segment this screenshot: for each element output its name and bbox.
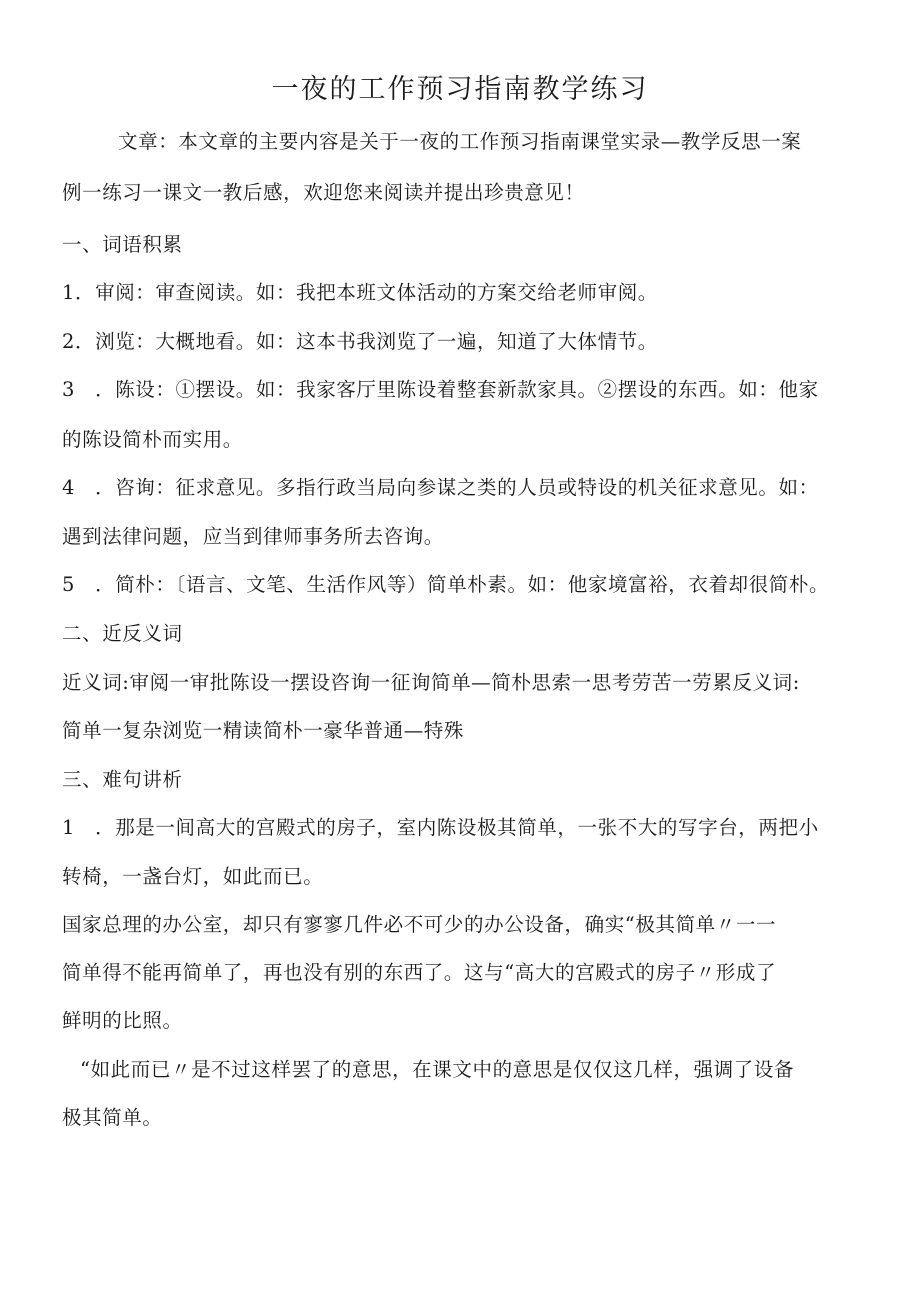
synonyms-line-2: 简单一复杂浏览一精读简朴一豪华普通—特殊 <box>62 719 465 742</box>
vocab-item-1: 1．审阅：审查阅读。如：我把本班文体活动的方案交给老师审阅。 <box>62 281 658 304</box>
explanation-line-3: 鲜明的比照。 <box>62 1009 183 1032</box>
explanation-line-2: 简单得不能再简单了，再也没有别的东西了。这与“高大的宫殿式的房子〃形成了 <box>62 961 777 984</box>
intro-line-2: 例一练习一课文一教后感，欢迎您来阅读并提出珍贵意见！ <box>62 181 585 204</box>
vocab-item-2: 2．浏览：大概地看。如：这本书我浏览了一遍，知道了大体情节。 <box>62 330 658 353</box>
sentence-item-1-cont: 转椅，一盏台灯，如此而已。 <box>62 865 324 888</box>
vocab-item-3-cont: 的陈设简朴而实用。 <box>62 428 243 451</box>
section-heading-vocabulary: 一、词语积累 <box>62 233 183 256</box>
explanation-line-1: 国家总理的办公室，却只有寥寥几件必不可少的办公设备，确实“极其简单〃一一 <box>62 913 777 936</box>
explanation-line-5: 极其简单。 <box>62 1106 163 1129</box>
section-heading-synonyms: 二、近反义词 <box>62 622 183 645</box>
vocab-item-4: 4 ．咨询：征求意见。多指行政当局向参谋之类的人员或特设的机关征求意见。如： <box>62 476 819 499</box>
explanation-line-4: “如此而已〃是不过这样罢了的意思，在课文中的意思是仅仅这几样，强调了设备 <box>80 1058 795 1081</box>
vocab-item-5: 5 ．简朴：〔语言、文笔、生活作风等）简单朴素。如：他家境富裕，衣着却很简朴。 <box>62 573 830 596</box>
page-title: 一夜的工作预习指南教学练习 <box>271 74 649 105</box>
synonyms-line-1: 近义词:审阅一审批陈设一摆设咨询一征询简单—简朴思索一思考劳苦一劳累反义词: <box>62 671 800 694</box>
sentence-item-1: 1 ．那是一间高大的宫殿式的房子，室内陈设极其简单，一张不大的写字台，两把小 <box>62 816 819 839</box>
intro-line-1: 文章：本文章的主要内容是关于一夜的工作预习指南课堂实录—教学反思一案 <box>118 130 802 153</box>
vocab-item-4-cont: 遇到法律问题，应当到律师事务所去咨询。 <box>62 525 444 548</box>
section-heading-sentences: 三、难句讲析 <box>62 768 183 791</box>
vocab-item-3: 3 ．陈设：①摆设。如：我家客厅里陈设着整套新款家具。②摆设的东西。如：他家 <box>62 378 819 401</box>
